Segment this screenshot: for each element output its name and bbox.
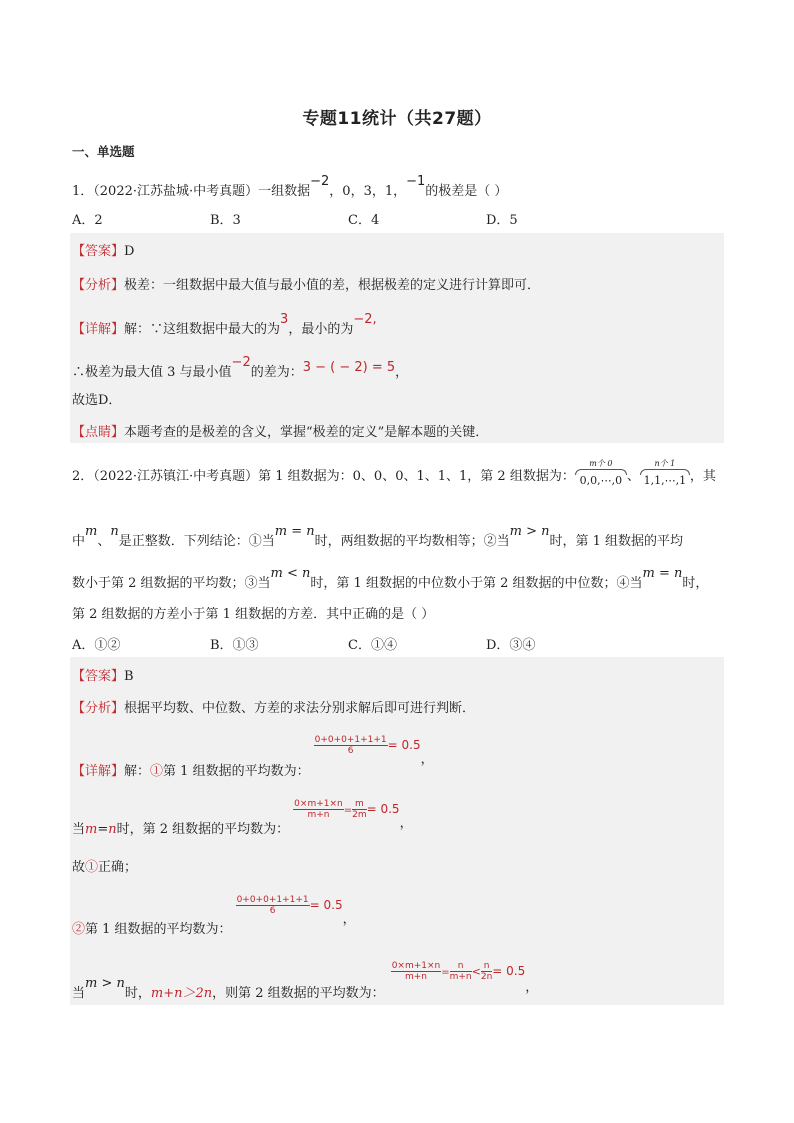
q1-option-c[interactable]: C．4 — [348, 213, 380, 228]
q1-answer: 【答案】D — [72, 244, 135, 259]
q1-value-neg2: −2 — [310, 174, 330, 189]
q2-option-c[interactable]: C．①④ — [348, 638, 397, 653]
q2-detail-line2: 当m=n时，第 2 组数据的平均数为： $\frac{0\times m+1\times n}{m+n}$ = $\frac{m}{2m}$ = 0.5， — [72, 799, 413, 837]
q2-answer: 【答案】B — [72, 669, 134, 684]
q1-conclusion: 故选D． — [72, 393, 122, 408]
q1-options — [72, 209, 624, 228]
q2-fraction-mean1-repeat: $\frac{0+0+0+1+1+1}{6}$ — [236, 895, 309, 916]
page-title: 专题11统计（共27题） — [302, 109, 492, 129]
q2-options — [72, 634, 624, 653]
q2-stem: 2．（2022·江苏镇江·中考真题）第 1 组数据为：0、0、0、1、1、1，第 2 组数据为： m个 0 0,0,⋯,0 、 n个 1 1,1,⋯,1 ，其 — [72, 459, 716, 487]
q1-option-a[interactable]: A．2 — [72, 213, 103, 228]
q2-option-d[interactable]: D．③④ — [486, 638, 536, 653]
q1-analysis: 【分析】极差：一组数据中最大值与最小值的差，根据极差的定义进行计算即可． — [72, 278, 541, 293]
q2-fraction-mean2-ineq: $\frac{0\times m+1\times n}{m+n}$ — [391, 961, 441, 982]
q1-comment: 【点睛】本题考查的是极差的含义，掌握“极差的定义”是解本题的关键． — [72, 425, 489, 440]
q2-stem-line2: 中m、n是正整数．下列结论：①当m = n时，两组数据的平均数相等；②当m > n时，第 1 组数据的平均 — [72, 524, 684, 549]
q2-option-b[interactable]: B．①③ — [210, 638, 259, 653]
q1-stem: 1．（2022·江苏盐城·中考真题）一组数据−2，0，3，1，−1的极差是（ ） — [72, 174, 508, 199]
q1-range-expression: 3 − ( − 2) = 5 — [302, 360, 396, 375]
q2-fraction-mean1: $\frac{0+0+0+1+1+1}{6}$ — [314, 735, 387, 756]
q1-detail-line2: ∴极差为最大值 3 与最小值−2的差为：3 − ( − 2) = 5， — [72, 355, 409, 380]
q1-option-b[interactable]: B．3 — [210, 213, 241, 228]
q1-option-d[interactable]: D．5 — [486, 213, 518, 228]
q2-detail-line4: ②第 1 组数据的平均数为： $\frac{0+0+0+1+1+1}{6}$ = 0.5， — [72, 895, 356, 937]
q2-brace-zeros: m个 0 0,0,⋯,0 — [575, 458, 627, 486]
q2-analysis: 【分析】根据平均数、中位数、方差的求法分别求解后即可进行判断． — [72, 701, 476, 716]
q2-option-a[interactable]: A．①② — [72, 638, 121, 653]
q2-fraction-mean2: $\frac{0\times m+1\times n}{m+n}$ — [294, 799, 343, 820]
q2-stem-line4: 第 2 组数据的方差小于第 1 组数据的方差．其中正确的是（ ） — [72, 607, 435, 622]
q2-brace-ones: n个 1 1,1,⋯,1 — [640, 458, 690, 486]
q1-detail: 【详解】解：∵这组数据中最大的为3，最小的为−2, — [72, 312, 377, 337]
q1-value-neg1: −1 — [406, 174, 426, 189]
q2-stem-line3: 数小于第 2 组数据的平均数；③当m < n时，第 1 组数据的中位数小于第 2 组数据的中位数；④当m = n时， — [72, 566, 709, 591]
q2-detail: 【详解】解：①第 1 组数据的平均数为： $\frac{0+0+0+1+1+1}{6}$ = 0.5， — [72, 735, 434, 779]
q2-detail-line5: 当m > n时，m+n＞2n，则第 2 组数据的平均数为： $\frac{0\times m+1\times n}{m+n}$ = $\frac{n}{m+n}$ < $\frac{n}{2n}$ = 0.5， — [72, 961, 539, 1001]
q2-detail-line3: 故①正确； — [72, 860, 138, 875]
section-heading: 一、单选题 — [72, 144, 135, 159]
q1-solution-box — [70, 233, 724, 443]
